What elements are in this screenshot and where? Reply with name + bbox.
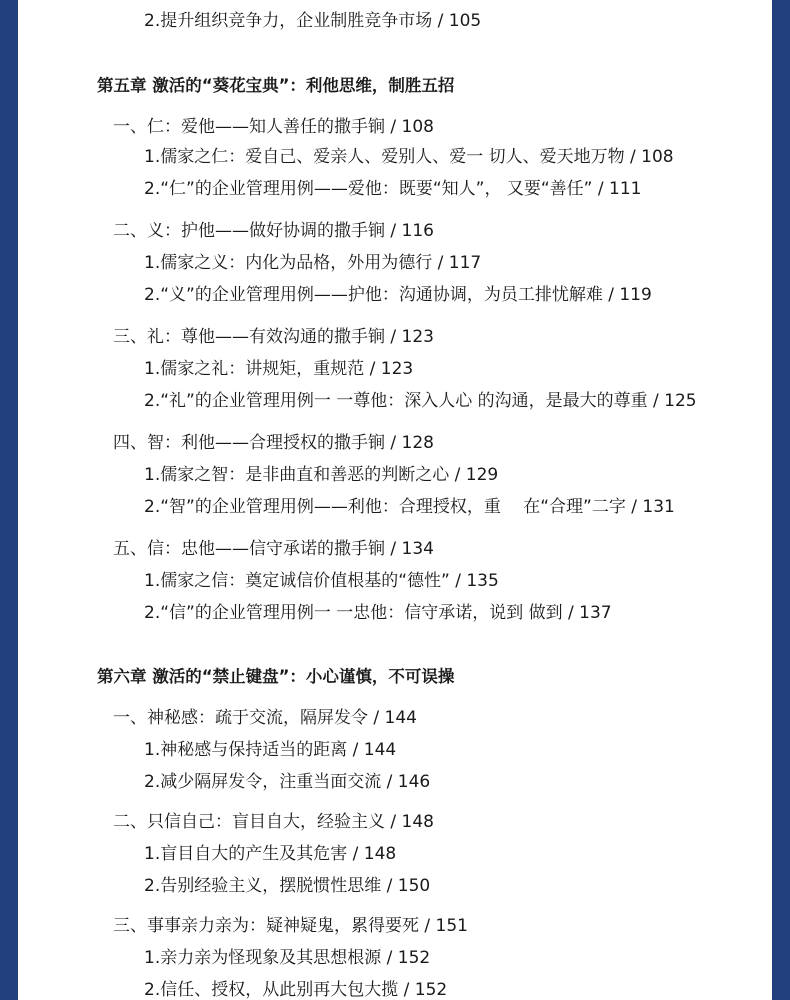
toc-item: 2.告别经验主义，摆脱惯性思维 / 150 [144,876,431,896]
toc-section: 一、仁：爱他——知人善任的撒手锏 / 108 [113,117,434,137]
toc-section: 一、神秘感：疏于交流，隔屏发令 / 144 [113,708,417,728]
toc-section: 三、事事亲力亲为：疑神疑鬼，累得要死 / 151 [113,916,468,936]
toc-section: 五、信：忠他——信守承诺的撒手锏 / 134 [113,539,434,559]
toc-item: 2.“信”的企业管理用例一 一忠他：信守承诺，说到 做到 / 137 [144,603,612,623]
toc-item: 2.信任、授权，从此别再大包大揽 / 152 [144,980,448,1000]
toc-item: 1.亲力亲为怪现象及其思想根源 / 152 [144,948,431,968]
toc-item: 2.“仁”的企业管理用例——爱他：既要“知人”， 又要“善任” / 111 [144,179,642,199]
toc-item: 1.儒家之智：是非曲直和善恶的判断之心 / 129 [144,465,499,485]
toc-item: 1.神秘感与保持适当的距离 / 144 [144,740,397,760]
toc-section: 四、智：利他——合理授权的撒手锏 / 128 [113,433,434,453]
toc-item: 1.儒家之义：内化为品格，外用为德行 / 117 [144,253,482,273]
toc-item: 2.“智”的企业管理用例——利他：合理授权，重 在“合理”二字 / 131 [144,497,675,517]
toc-item: 1.盲目自大的产生及其危害 / 148 [144,844,397,864]
toc-section: 二、只信自己：盲目自大，经验主义 / 148 [113,812,434,832]
toc-item: 1.儒家之信：奠定诚信价值根基的“德性” / 135 [144,571,499,591]
toc-item: 2.提升组织竞争力，企业制胜竞争市场 / 105 [144,11,482,31]
toc-item: 2.减少隔屏发令，注重当面交流 / 146 [144,772,431,792]
toc-item: 2.“礼”的企业管理用例一 一尊他：深入人心 的沟通，是最大的尊重 / 125 [144,391,697,411]
toc-item: 2.“义”的企业管理用例——护他：沟通协调，为员工排忧解难 / 119 [144,285,652,305]
toc-item: 1.儒家之礼：讲规矩，重规范 / 123 [144,359,414,379]
toc-section: 二、义：护他——做好协调的撒手锏 / 116 [113,221,434,241]
toc-page [18,0,772,1000]
chapter-5-heading: 第五章 激活的“葵花宝典”：利他思维，制胜五招 [97,76,455,95]
toc-section: 三、礼：尊他——有效沟通的撒手锏 / 123 [113,327,434,347]
toc-item: 1.儒家之仁：爱自己、爱亲人、爱别人、爱一 切人、爱天地万物 / 108 [144,147,674,167]
chapter-6-heading: 第六章 激活的“禁止键盘”：小心谨慎，不可误操 [97,667,455,686]
